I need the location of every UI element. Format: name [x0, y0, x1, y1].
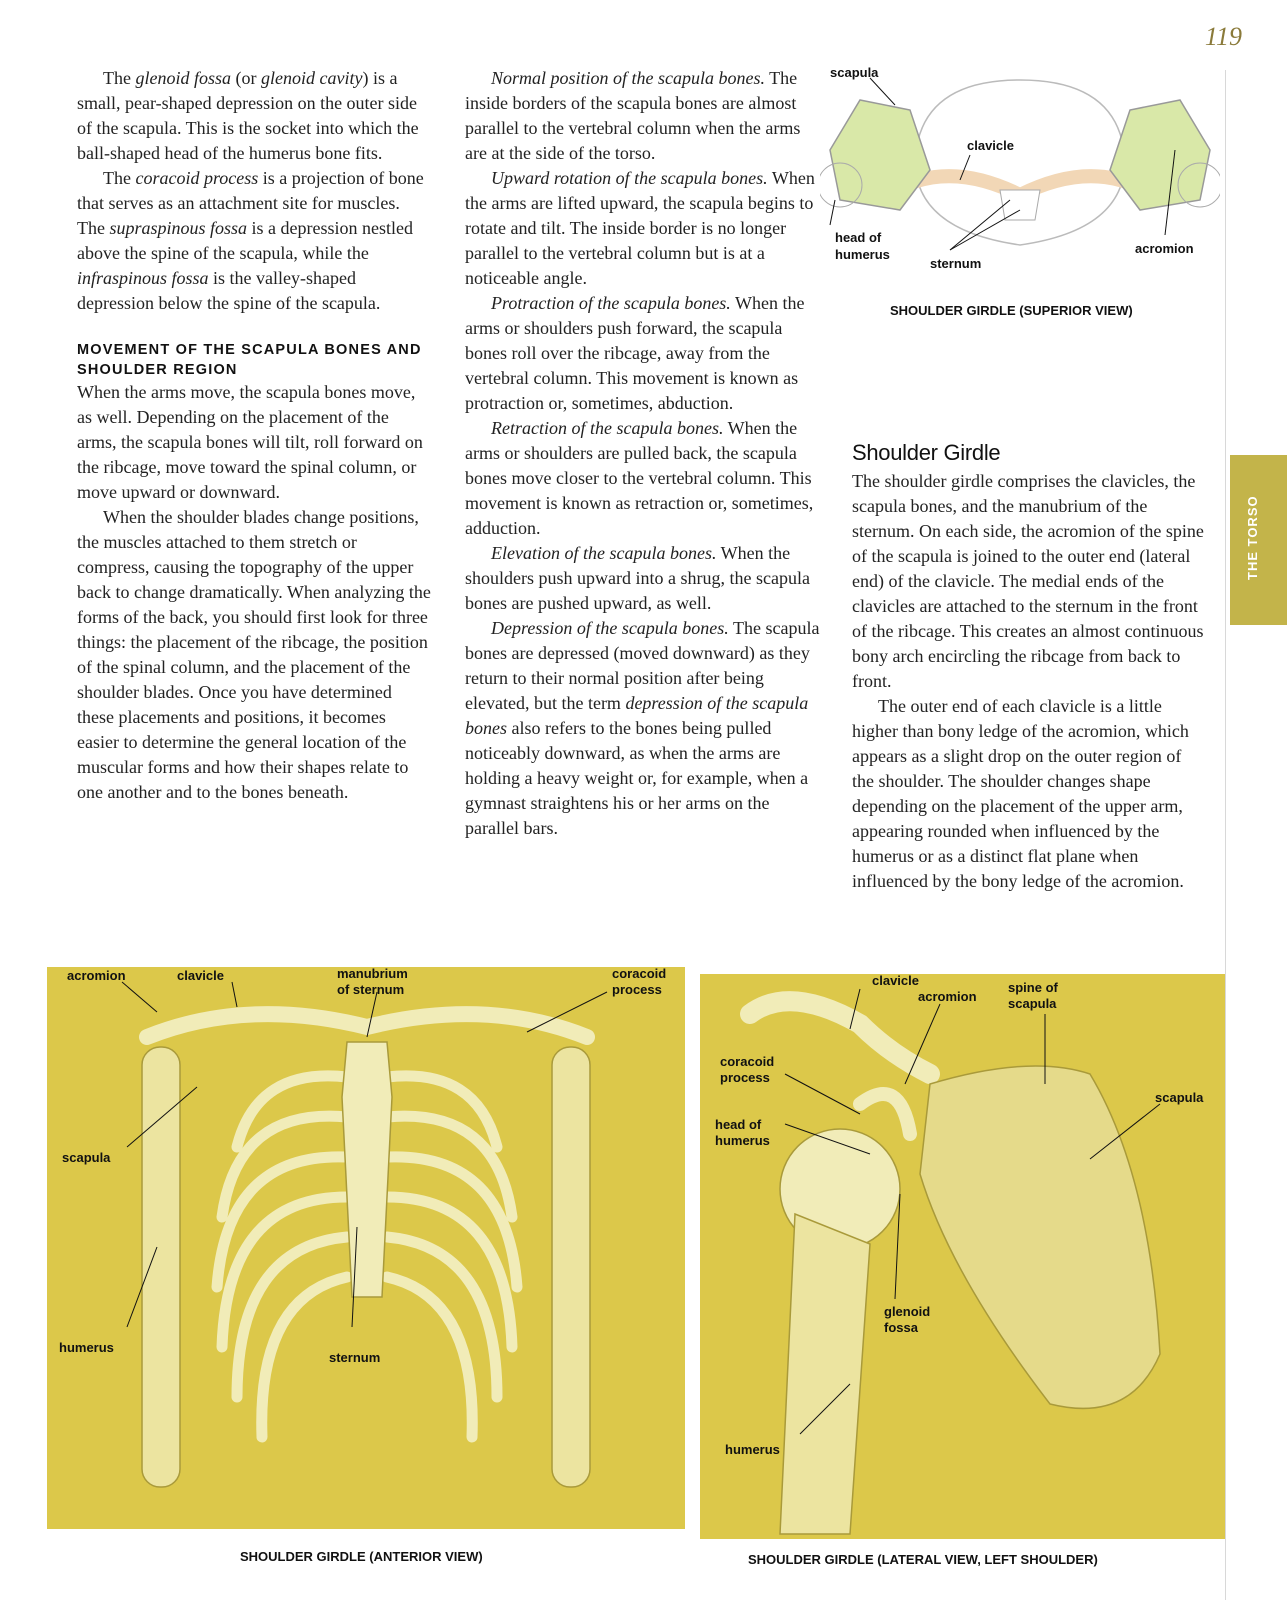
column-2 — [465, 66, 820, 841]
figure-anterior-view — [47, 967, 685, 1529]
lateral-label-fossa: fossa — [884, 1320, 918, 1335]
superior-label-acromion: acromion — [1135, 241, 1194, 256]
figure-lateral-view — [700, 974, 1225, 1539]
superior-label-head-of: head of — [835, 230, 882, 245]
lateral-label-spine-of: spine of — [1008, 980, 1058, 995]
lateral-label-humerus: humerus — [725, 1442, 780, 1457]
paragraph-glenoid: The glenoid fossa (or glenoid cavity) is a small, pear-shaped depression on the outer side of the scapula. This is the socket into which the ball-shaped head of the humerus bone fits. — [77, 68, 419, 163]
anterior-label-sternum: sternum — [329, 1350, 381, 1365]
paragraph-clavicle-end: The outer end of each clavicle is a little higher than bony ledge of the acromion, which appears as a slight drop on the outer region of the shoulder. The shoulder changes shape depending on the placement of the upper arm, appearing rounded when influenced by the humerus or as a distinct flat plane when influenced by the bony ledge of the acromion. — [852, 696, 1189, 891]
lateral-label-process: process — [720, 1070, 770, 1085]
superior-view-illustration — [820, 60, 1220, 290]
anterior-label-manubrium: manubrium — [337, 967, 408, 981]
superior-label-humerus: humerus — [835, 247, 890, 262]
lateral-label-scapula: scapula — [1155, 1090, 1204, 1105]
caption-anterior-view: SHOULDER GIRDLE (ANTERIOR VIEW) — [240, 1549, 483, 1564]
lateral-label-head-of: head of — [715, 1117, 762, 1132]
paragraph-shoulder-girdle: The shoulder girdle comprises the clavicles, the scapula bones, and the manubrium of the sternum. On each side, the acromion of the spine of the scapula is joined to the outer end (lateral end) of the clavicle. The medial ends of the clavicles are attached to the sternum in the front of the ribcage. This creates an almost continuous bony arch encircling the ribcage from back to front. — [852, 471, 1204, 691]
lateral-label-clavicle: clavicle — [872, 974, 919, 988]
paragraph-depression: Depression of the scapula bones. The scapula bones are depressed (moved downward) as they return to their normal position after being elevated, but the term depression of the scapula bones also refers to the bones being pulled noticeably downward, as when the arms are holding a heavy weight or, for example, when a gymnast straightens his or her arms on the parallel bars. — [465, 618, 820, 838]
paragraph-coracoid: The coracoid process is a projection of bone that serves as an attachment site for muscles. The supraspinous fossa is a depression nestled above the spine of the scapula, while the infraspinous fossa is the valley-shaped depression below the spine of the scapula. — [77, 168, 424, 313]
anterior-view-illustration — [47, 967, 685, 1529]
superior-label-clavicle: clavicle — [967, 138, 1014, 153]
anterior-label-scapula: scapula — [62, 1150, 111, 1165]
caption-superior-view: SHOULDER GIRDLE (SUPERIOR VIEW) — [890, 303, 1133, 318]
lateral-label-coracoid: coracoid — [720, 1054, 775, 1069]
anterior-label-humerus: humerus — [59, 1340, 114, 1355]
paragraph-elevation: Elevation of the scapula bones. When the shoulders push upward into a shrug, the scapula bones are pushed upward, as well. — [465, 543, 810, 613]
column-3 — [852, 440, 1207, 894]
paragraph-shoulder-blades: When the shoulder blades change positions, the muscles attached to them stretch or compress, causing the topography of the upper back to change dramatically. When analyzing the forms of the back, you should first look for three things: the placement of the ribcage, the position of the spinal column, and the placement of the shoulder blades. Once you have determined these placements and positions, it becomes easier to determine the general location of the muscular forms and how their shapes relate to one another and to the bones beneath. — [77, 507, 431, 802]
paragraph-movement: When the arms move, the scapula bones move, as well. Depending on the placement of the arms, the scapula bones will tilt, roll forward on the ribcage, move toward the spinal column, or move upward or downward. — [77, 382, 423, 502]
section-heading-movement: MOVEMENT OF THE SCAPULA BONES AND SHOULDER REGION — [77, 342, 422, 378]
anterior-label-of-sternum: of sternum — [337, 982, 405, 997]
paragraph-normal-position: Normal position of the scapula bones. The inside borders of the scapula bones are almost parallel to the vertebral column when the arms are at the side of the torso. — [465, 68, 801, 163]
lateral-label-glenoid: glenoid — [884, 1304, 931, 1319]
section-heading-shoulder-girdle: Shoulder Girdle — [852, 440, 1001, 465]
anterior-label-clavicle: clavicle — [177, 968, 224, 983]
section-tab — [1230, 455, 1287, 625]
lateral-label-spine-scapula: scapula — [1008, 996, 1057, 1011]
section-tab-label: THE TORSO — [1245, 495, 1260, 580]
lateral-view-illustration — [700, 974, 1225, 1539]
figure-superior-view — [820, 60, 1220, 290]
paragraph-upward-rotation: Upward rotation of the scapula bones. When the arms are lifted upward, the scapula begins to rotate and tilt. The inside border is no longer parallel to the vertebral column but is at a noticeable angle. — [465, 168, 815, 288]
superior-label-sternum: sternum — [930, 256, 982, 271]
superior-label-scapula: scapula — [830, 65, 879, 80]
lateral-label-humerus-head: humerus — [715, 1133, 770, 1148]
page-number: 119 — [1204, 22, 1242, 51]
anterior-label-coracoid: coracoid — [612, 967, 667, 981]
margin-rule — [1225, 70, 1226, 1600]
caption-lateral-view: SHOULDER GIRDLE (LATERAL VIEW, LEFT SHOULDER) — [748, 1552, 1098, 1567]
anterior-label-process: process — [612, 982, 662, 997]
column-1 — [77, 66, 432, 805]
paragraph-retraction: Retraction of the scapula bones. When the arms or shoulders are pulled back, the scapula bones move closer to the vertebral column. This movement is known as retraction or, sometimes, adduction. — [465, 418, 814, 538]
anterior-label-acromion: acromion — [67, 968, 126, 983]
lateral-label-acromion: acromion — [918, 989, 977, 1004]
paragraph-protraction: Protraction of the scapula bones. When the arms or shoulders push forward, the scapula bones roll over the ribcage, away from the vertebral column. This movement is known as protraction or, sometimes, abduction. — [465, 293, 805, 413]
